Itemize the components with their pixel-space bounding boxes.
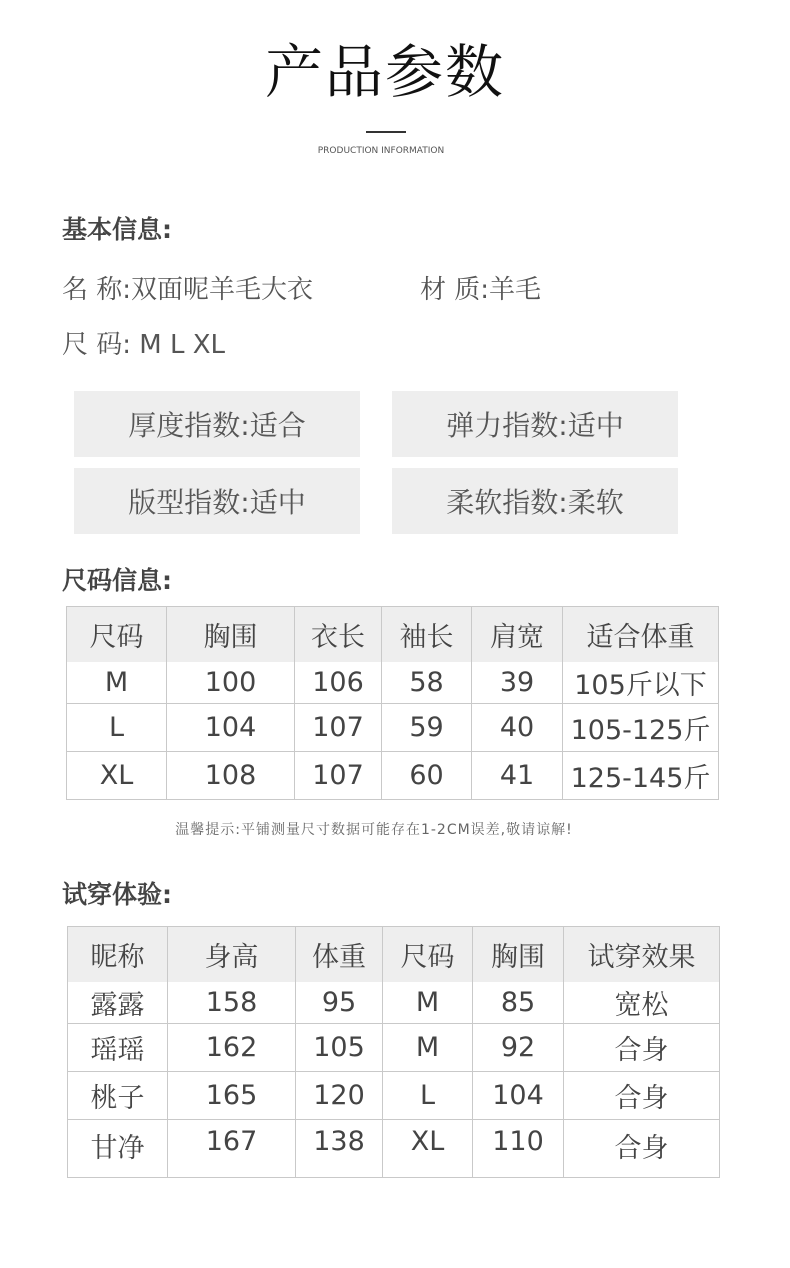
softness-index: 柔软指数:柔软 — [446, 486, 624, 519]
col-header: 体重 — [296, 927, 383, 982]
table-cell: 107 — [295, 752, 382, 800]
table-cell: XL — [383, 1120, 473, 1178]
table-cell: 合身 — [564, 1120, 720, 1178]
softness-index-box — [392, 468, 678, 534]
name-value: 双面呢羊毛大衣 — [131, 275, 314, 305]
table-cell: 40 — [472, 704, 563, 752]
table-cell: 105斤以下 — [563, 662, 719, 704]
table-cell: 104 — [473, 1072, 564, 1120]
size-value: M L XL — [139, 330, 226, 360]
col-header: 适合体重 — [563, 607, 719, 662]
table-cell: 105 — [296, 1024, 383, 1072]
table-cell: 85 — [473, 982, 564, 1024]
material-label: 材 质: — [420, 275, 490, 305]
material-row — [420, 269, 541, 306]
fit-index-box — [74, 468, 360, 534]
table-cell: 165 — [168, 1072, 296, 1120]
table-cell: 120 — [296, 1072, 383, 1120]
col-header: 袖长 — [382, 607, 472, 662]
col-header: 身高 — [168, 927, 296, 982]
title-divider — [366, 131, 406, 133]
thickness-index-box — [74, 391, 360, 457]
table-cell: 桃子 — [68, 1072, 168, 1120]
table-cell: 宽松 — [564, 982, 720, 1024]
elasticity-index: 弹力指数:适中 — [446, 409, 624, 442]
size-row — [62, 324, 225, 361]
table-cell: 59 — [382, 704, 472, 752]
size-info-heading: 尺码信息: — [62, 566, 172, 595]
col-header: 胸围 — [473, 927, 564, 982]
size-table — [66, 606, 719, 800]
table-row — [68, 1072, 720, 1120]
table-cell: M — [383, 982, 473, 1024]
page-title: 产品参数 — [264, 38, 505, 106]
table-cell: 110 — [473, 1120, 564, 1178]
table-cell: L — [67, 704, 167, 752]
table-cell: 60 — [382, 752, 472, 800]
page-subtitle: PRODUCTION INFORMATION — [317, 146, 445, 156]
measurement-note: 温馨提示:平铺测量尺寸数据可能存在1-2CM误差,敬请谅解! — [175, 822, 573, 838]
col-header: 肩宽 — [472, 607, 563, 662]
table-cell: 41 — [472, 752, 563, 800]
table-row — [68, 982, 720, 1024]
table-row — [67, 662, 719, 704]
col-header: 尺码 — [67, 607, 167, 662]
table-cell: 合身 — [564, 1024, 720, 1072]
table-cell: M — [383, 1024, 473, 1072]
table-cell: 58 — [382, 662, 472, 704]
table-row — [67, 752, 719, 800]
table-row — [68, 1024, 720, 1072]
name-label: 名 称: — [62, 275, 132, 305]
tryon-table-header — [68, 927, 720, 982]
col-header: 衣长 — [295, 607, 382, 662]
col-header: 胸围 — [167, 607, 295, 662]
table-cell: 甘净 — [68, 1120, 168, 1178]
table-cell: L — [383, 1072, 473, 1120]
table-cell: 露露 — [68, 982, 168, 1024]
size-table-header — [67, 607, 719, 662]
table-cell: 125-145斤 — [563, 752, 719, 800]
size-label: 尺 码: — [62, 330, 132, 360]
table-cell: 39 — [472, 662, 563, 704]
table-cell: 105-125斤 — [563, 704, 719, 752]
elasticity-index-box — [392, 391, 678, 457]
col-header: 昵称 — [68, 927, 168, 982]
basic-info-heading: 基本信息: — [62, 215, 172, 244]
table-cell: 瑶瑶 — [68, 1024, 168, 1072]
material-value: 羊毛 — [489, 275, 542, 305]
table-cell: 92 — [473, 1024, 564, 1072]
table-cell: 107 — [295, 704, 382, 752]
table-cell: 106 — [295, 662, 382, 704]
col-header: 尺码 — [383, 927, 473, 982]
table-cell: 合身 — [564, 1072, 720, 1120]
table-cell: M — [67, 662, 167, 704]
table-cell: 158 — [168, 982, 296, 1024]
tryon-table — [67, 926, 720, 1178]
name-row — [62, 269, 313, 306]
table-row — [68, 1120, 720, 1178]
table-cell: 100 — [167, 662, 295, 704]
table-cell: 95 — [296, 982, 383, 1024]
table-cell: 138 — [296, 1120, 383, 1178]
table-cell: 162 — [168, 1024, 296, 1072]
thickness-index: 厚度指数:适合 — [128, 409, 306, 442]
table-cell: 108 — [167, 752, 295, 800]
table-cell: 104 — [167, 704, 295, 752]
table-cell: XL — [67, 752, 167, 800]
col-header: 试穿效果 — [564, 927, 720, 982]
table-cell: 167 — [168, 1120, 296, 1178]
tryon-heading: 试穿体验: — [62, 880, 172, 909]
fit-index: 版型指数:适中 — [128, 486, 306, 519]
table-row — [67, 704, 719, 752]
